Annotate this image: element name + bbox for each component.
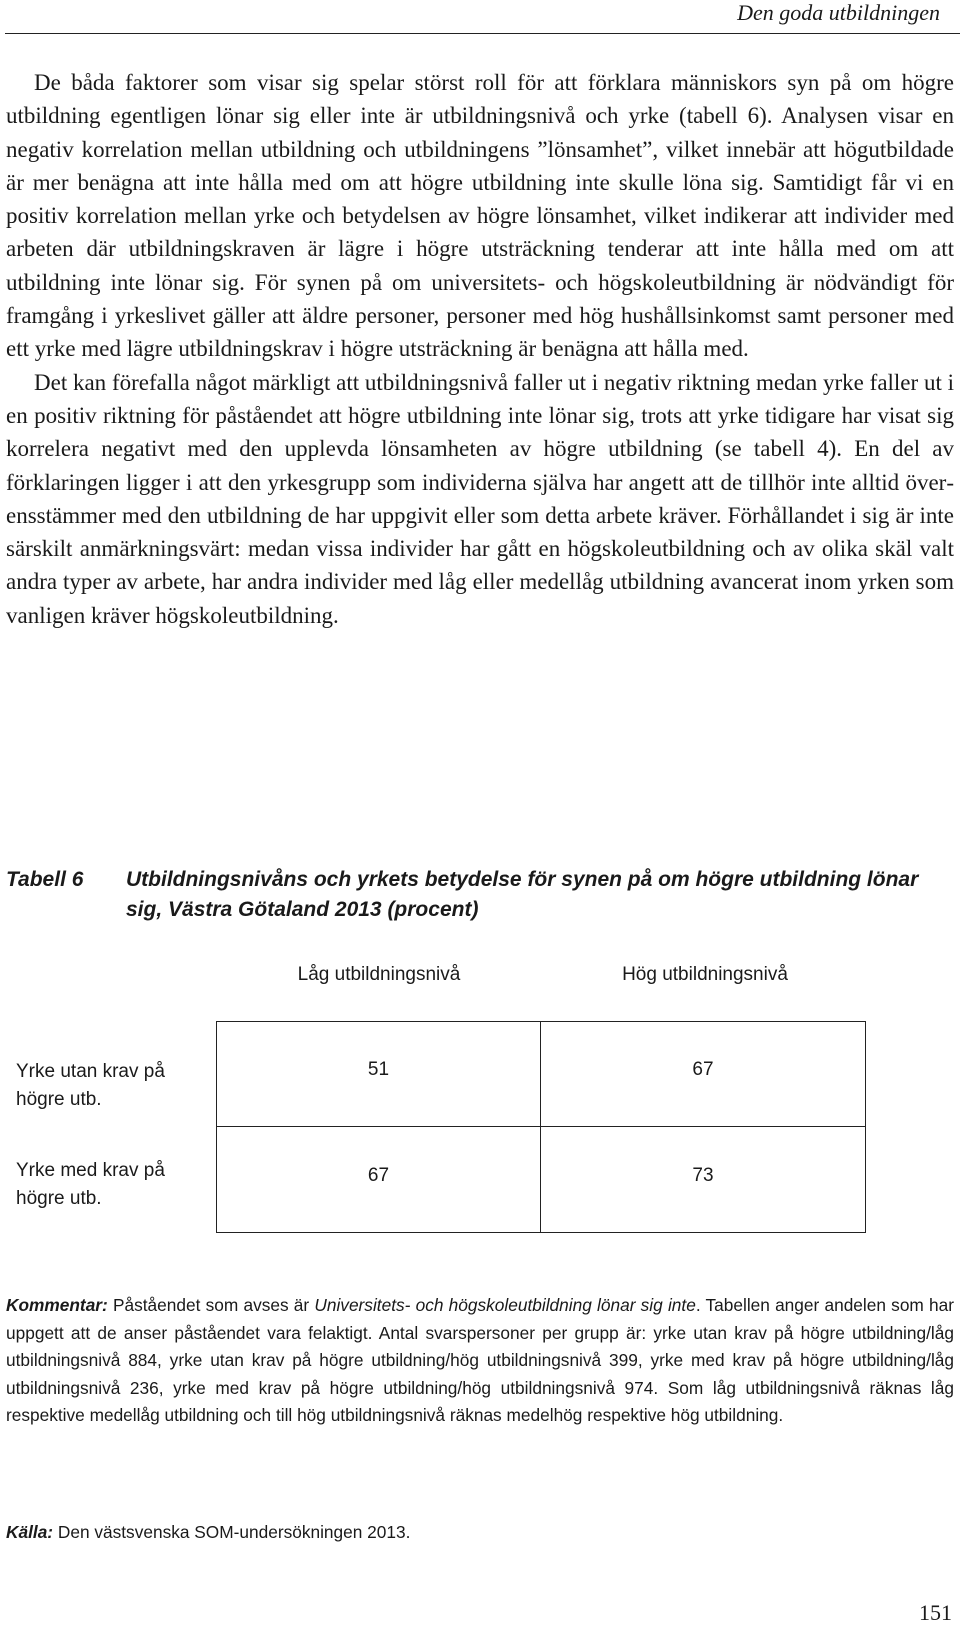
row-label-with-requirement: Yrke med krav på högre utb. (16, 1160, 165, 1209)
running-header: Den goda utbildningen (737, 0, 940, 25)
table-cell: 67 (541, 1022, 865, 1127)
page-number: 151 (919, 1600, 952, 1625)
table-label: Tabell 6 (6, 868, 84, 891)
table-comment (6, 1292, 954, 1430)
comment-lead: Påståendet som avses är (107, 1295, 315, 1315)
table-caption (6, 865, 954, 925)
table-cell: 51 (217, 1022, 541, 1127)
table-cell: 67 (217, 1127, 541, 1232)
table-source (6, 1519, 410, 1546)
comment-rest: . Tabellen anger andelen som har uppgett att de anser påståendet vara felaktigt. Antal svarspersoner per grupp är: yrke utan krav på högre utbildning/låg utbildningsnivå 884, yrke utan krav på högre utbildning/hög utbildningsnivå 399, yrke med krav på högre utbildning/låg utbildningsnivå 236, yrke med krav på högre utbildning/hög utbildningsnivå 974. Som låg utbildningsnivå räknas låg respektive medellåg utbildning och till hög utbildningsnivå räknas medelhög respektive hög utbildning. (6, 1295, 954, 1426)
comment-quoted-statement: Universitets- och högskoleutbildning lönar sig inte (314, 1295, 696, 1315)
comment-label: Kommentar: (6, 1295, 108, 1315)
data-table (216, 1021, 866, 1233)
paragraph-2: Det kan förefalla något märkligt att utbildningsnivå faller ut i negativ riktning medan yrke faller ut i en positiv riktning för påståendet att högre utbildning inte lönar sig, trots att yrke tidigare har visat sig korrelera negativt med den upplevda lönsamheten av högre utbildning (se tabell 4). En del av förklaringen ligger i att den yrkesgrupp som individerna själva har angett att de tillhör inte alltid överensstämmer med den utbildning de har uppgivit eller som detta arbete kräver. Förhållandet i sig är inte särskilt anmärkningsvärt: medan vissa individer har gått en högskoleutbildning och av olika skäl valt andra typer av arbete, har andra individer med låg eller medellåg utbildning avancerat inom yrken som vanligen kräver högskoleutbildning. (6, 369, 954, 628)
source-text: Den västsvenska SOM-undersökningen 2013. (53, 1522, 411, 1542)
source-label: Källa: (6, 1522, 54, 1542)
paragraph-1: De båda faktorer som visar sig spelar störst roll för att förklara människors syn på om högre utbildning egentligen lönar sig eller inte är utbildningsnivå och yrke (tabell 6). Analysen visar en negativ korrelation mellan utbildning och utbildningens ”lönsamhet”, vilket innebär att högutbildade är mer benägna att inte hålla med om att högre utbildning inte skulle löna sig. Samtidigt får vi en positiv korrelation mellan yrke och betydelsen av högre lönsamhet, vilket indikerar att individer med arbeten där utbildningskraven är lägre i högre utsträckning tenderar att inte hålla med om att utbildning inte lönar sig. För synen på om universitets- och högskoleutbildning är nödvändigt för framgång i yrkeslivet gäller att äldre personer, personer med hög hushållsinkomst samt personer med ett yrke med lägre utbildningskrav i högre utsträckning är benägna att hålla med. (6, 70, 954, 362)
body-text (6, 66, 954, 632)
header-divider (5, 33, 960, 34)
column-header-low-education: Låg utbildningsnivå (297, 964, 461, 985)
column-header-high-education: Hög utbildningsnivå (622, 964, 788, 985)
row-label-no-requirement: Yrke utan krav på högre utb. (16, 1061, 165, 1110)
table-cell: 73 (692, 1164, 714, 1186)
table-title: Utbildningsnivåns och yrkets betydelse för synen på om högre utbildning lönar sig, Västra Götaland 2013 (procent) (126, 868, 919, 921)
